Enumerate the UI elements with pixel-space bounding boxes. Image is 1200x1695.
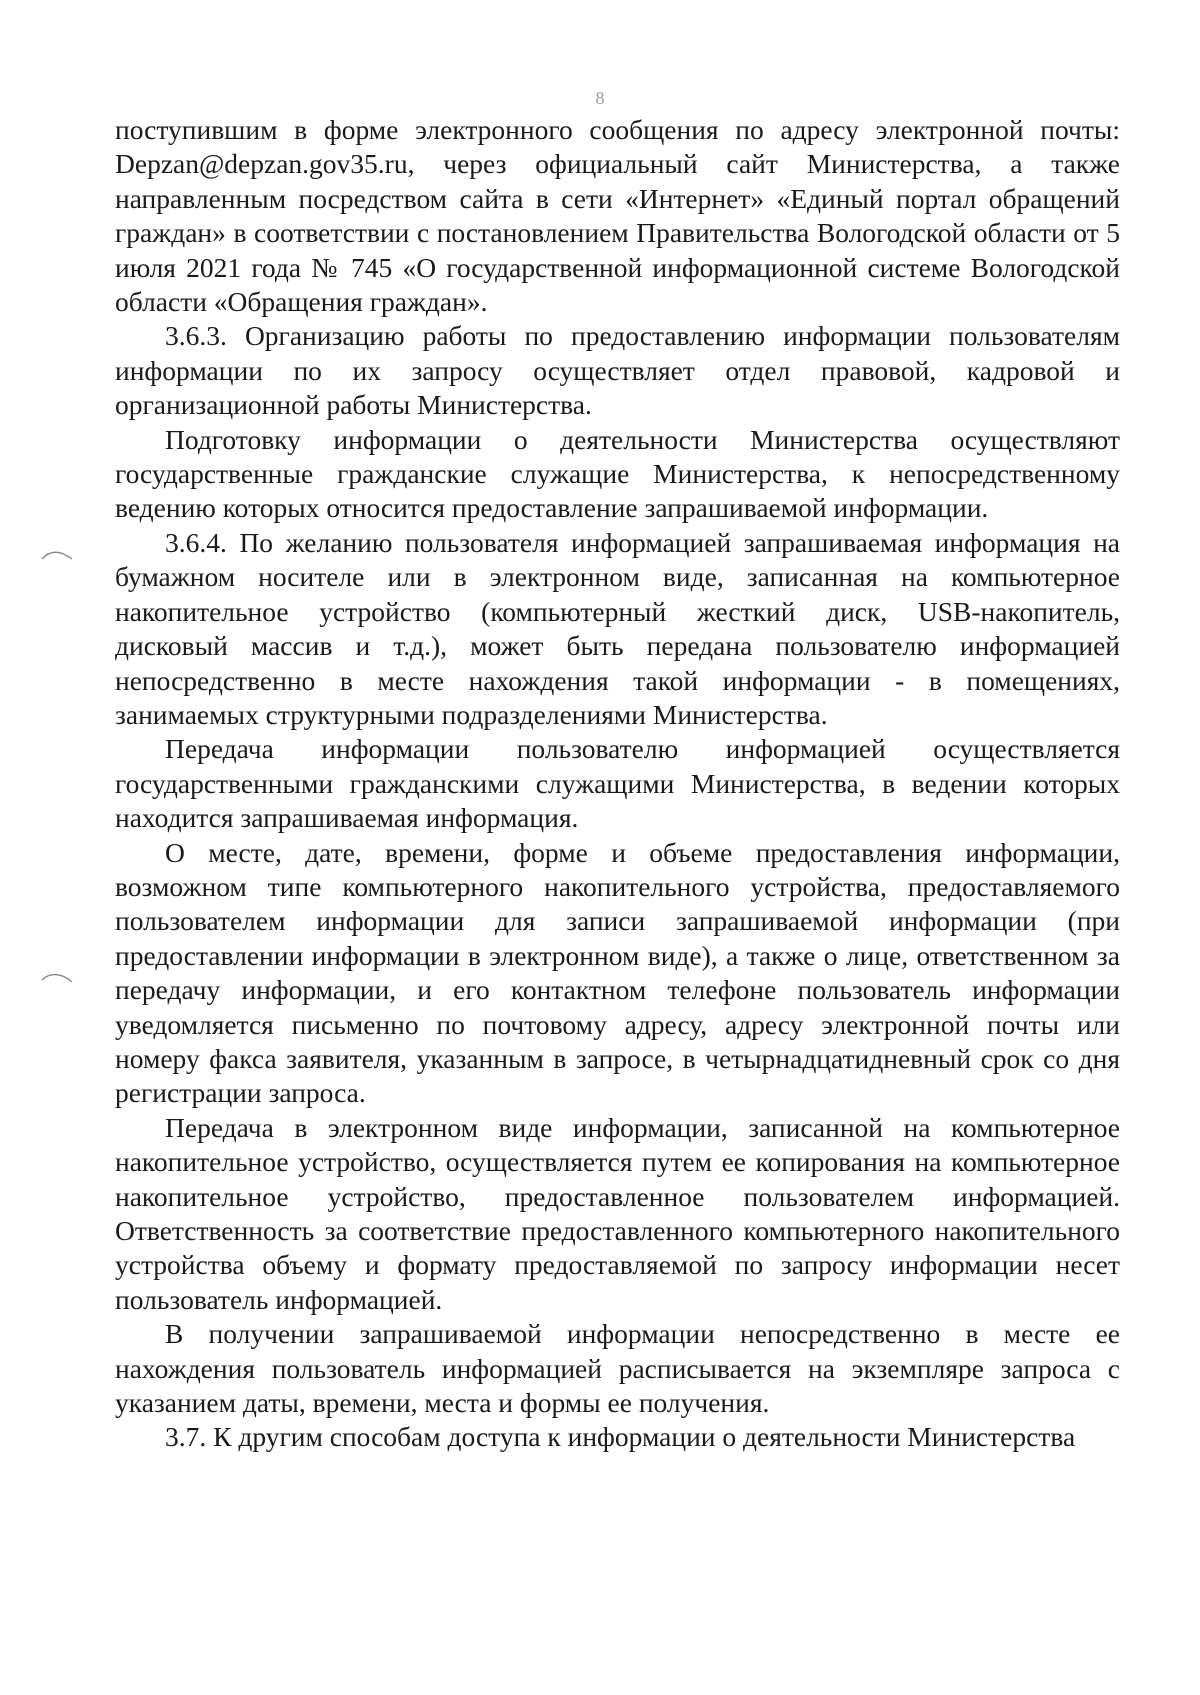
document-text bbox=[115, 113, 1120, 1455]
paragraph: О месте, дате, времени, форме и объеме предоставления информации, возможном типе компьютерного накопительного устройства, предоставляемого пользователем информации для записи запрашиваемой информации (при предоставлении информации в электронном виде), а также о лице, ответственном за передачу информации, и его контактном телефоне пользователь информации уведомляется письменно по почтовому адресу, адресу электронной почты или номеру факса заявителя, указанным в запросе, в четырнадцатидневный срок со дня регистрации запроса. bbox=[115, 836, 1120, 1109]
paragraph: 3.7. К другим способам доступа к информации о деятельности Министерства bbox=[165, 1421, 1076, 1453]
paragraph: 3.6.4. По желанию пользователя информацией запрашиваемая информация на бумажном носителе или в электронном виде, записанная на компьютерное накопительное устройство (компьютерный жесткий диск, USB-накопитель, дисковый массив и т.д.), может быть передана пользователю информацией непосредственно в месте нахождения такой информации - в помещениях, занимаемых структурными подразделениями Министерства. bbox=[115, 526, 1120, 730]
paragraph: Передача информации пользователю информацией осуществляется государственными гражданскими служащими Министерства, в ведении которых находится запрашиваемая информация. bbox=[115, 733, 1120, 834]
paragraph: поступившим в форме электронного сообщения по адресу электронной почты: Depzan@depzan.gov35.ru, через официальный сайт Министерства, а также направленным посредством сайта в сети «Интернет» «Единый портал обращений граждан» в соответствии с постановлением Правительства Вологодской области от 5 июля 2021 года № 745 «О государственной информационной системе Вологодской области «Обращения граждан». bbox=[115, 114, 1120, 318]
paragraph: Передача в электронном виде информации, записанной на компьютерное накопительное устройство, осуществляется путем ее копирования на компьютерное накопительное устройство, предоставленное пользователем информацией. Ответственность за соответствие предоставленного компьютерного накопительного устройства объему и формату предоставляемой по запросу информации несет пользователь информацией. bbox=[115, 1111, 1120, 1315]
page-number: 8 bbox=[595, 88, 605, 108]
scan-artifact-mark bbox=[40, 548, 74, 562]
paragraph: Подготовку информации о деятельности Министерства осуществляют государственные гражданские служащие Министерства, к непосредственному ведению которых относится предоставление запрашиваемой информации. bbox=[115, 423, 1120, 524]
paragraph: В получении запрашиваемой информации непосредственно в месте ее нахождения пользователь информацией расписывается на экземпляре запроса с указанием даты, времени, места и формы ее получения. bbox=[115, 1318, 1120, 1419]
paragraph: 3.6.3. Организацию работы по предоставлению информации пользователям информации по их запросу осуществляет отдел правовой, кадровой и организационной работы Министерства. bbox=[115, 320, 1120, 421]
scan-artifact-mark bbox=[40, 970, 74, 984]
